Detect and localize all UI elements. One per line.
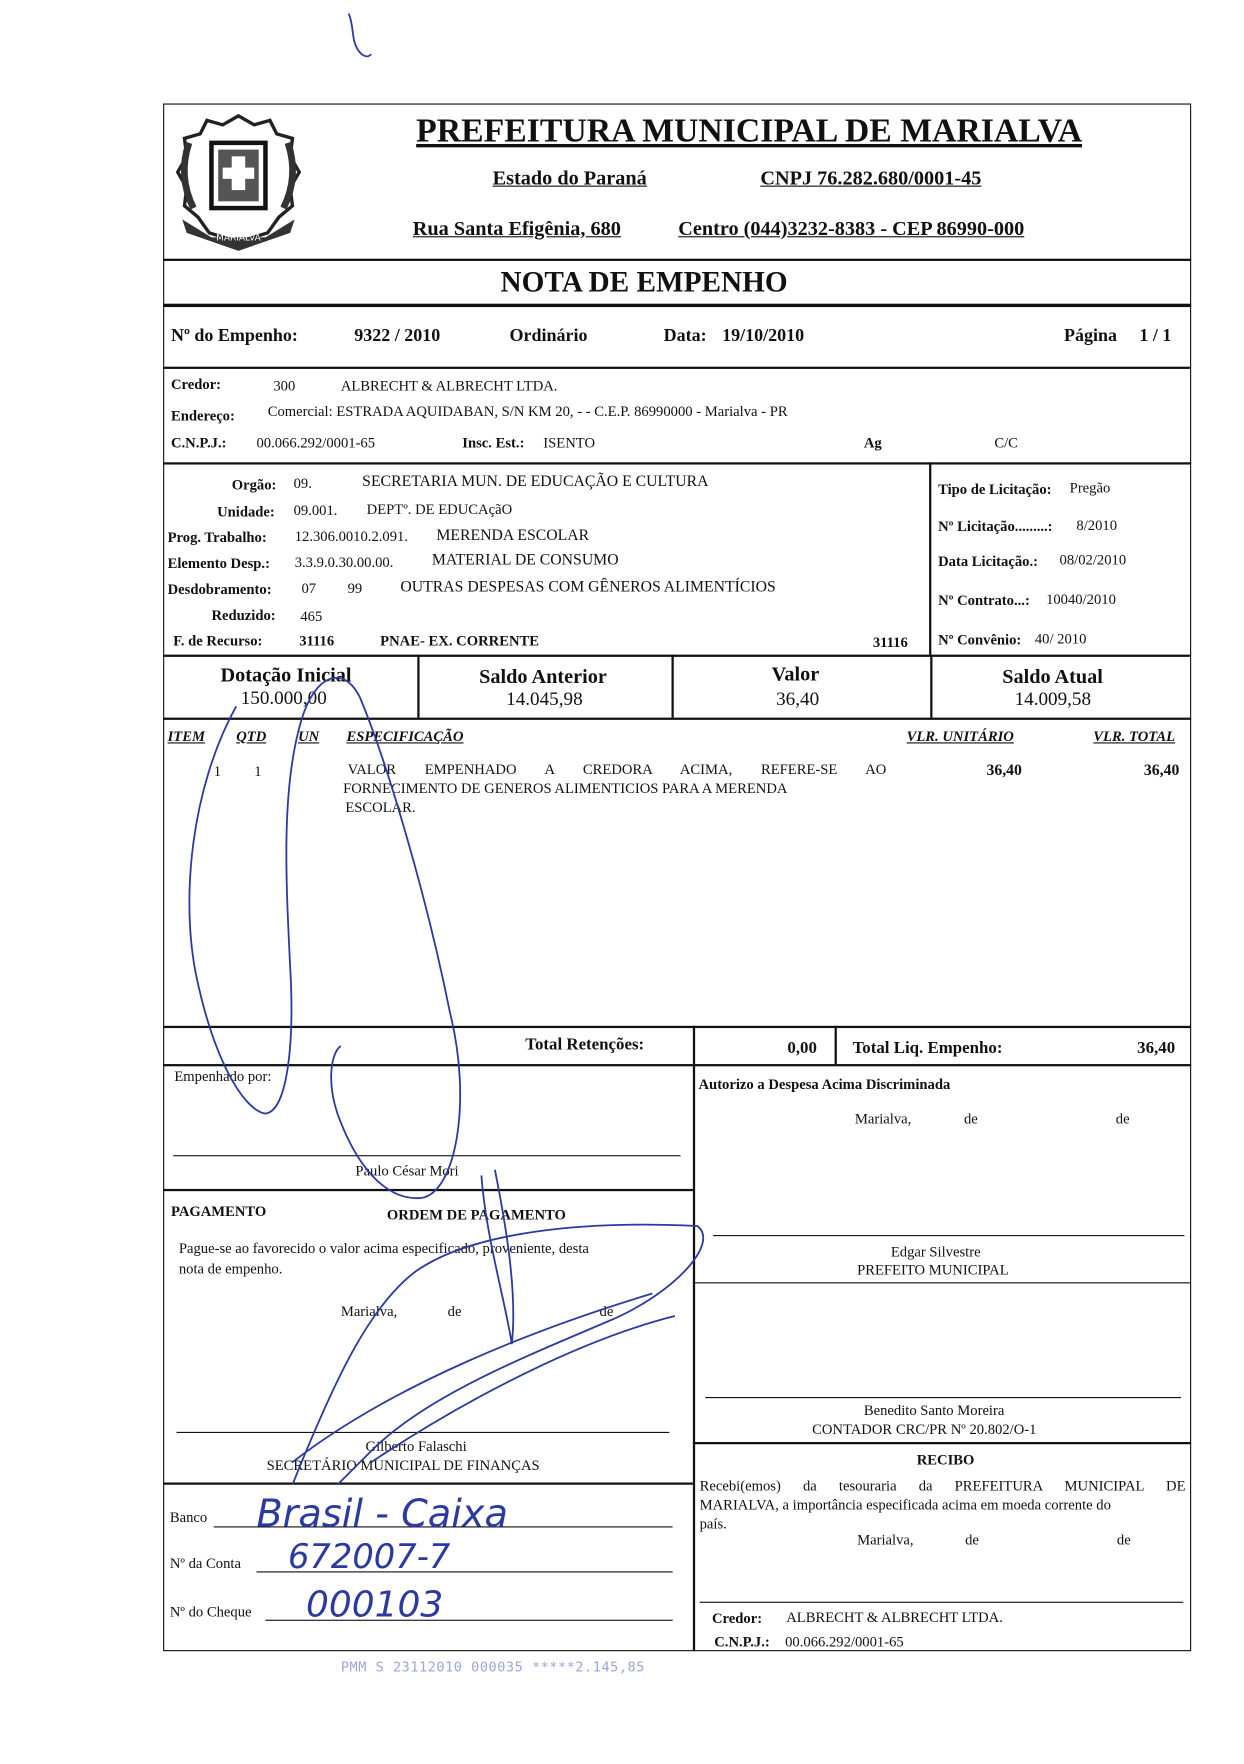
item-desc-line-1: VALOR EMPENHADO A CREDORA ACIMA, REFERE-SE AO	[347, 760, 887, 778]
credor-name: ALBRECHT & ALBRECHT LTDA.	[340, 376, 558, 394]
retencoes-value: 0,00	[787, 1039, 817, 1058]
empenho-date-label: Data:	[663, 326, 707, 346]
autorizo-label: Autorizo a Despesa Acima Discriminada	[698, 1075, 951, 1093]
elemento-label: Elemento Desp.:	[167, 554, 270, 572]
cc-label: C/C	[994, 434, 1018, 452]
empenho-number: 9322 / 2010	[354, 326, 441, 346]
tipo-licitacao-label: Tipo de Licitação:	[938, 480, 1052, 498]
pagamento-de-1: de	[447, 1302, 462, 1320]
reduzido: 465	[300, 607, 323, 625]
header-address: Rua Santa Efigênia, 680	[412, 217, 621, 240]
contador-name: Benedito Santo Moreira	[863, 1401, 1005, 1419]
doc-title: NOTA DE EMPENHO	[500, 265, 788, 299]
convenio: 40/ 2010	[1034, 629, 1087, 647]
recibo-credor: ALBRECHT & ALBRECHT LTDA.	[786, 1608, 1003, 1626]
endereco-label: Endereço:	[170, 407, 235, 425]
elemento-code: 3.3.9.0.30.00.00.	[294, 553, 394, 571]
autorizo-place: Marialva,	[854, 1110, 912, 1128]
financas-signer: Gilberto Falaschi	[365, 1437, 467, 1455]
saldo-anterior-label: Saldo Anterior	[479, 664, 607, 688]
retencoes-label: Total Retenções:	[525, 1035, 645, 1054]
header-state: Estado do Paraná	[492, 166, 647, 189]
prefeito-name: Edgar Silvestre	[890, 1242, 981, 1260]
recurso-name: PNAE- EX. CORRENTE	[380, 632, 540, 650]
orgao-name: SECRETARIA MUN. DE EDUCAÇÃO E CULTURA	[362, 473, 709, 491]
credor-cnpj: 00.066.292/0001-65	[256, 434, 376, 452]
item-desc-line-3: ESCOLAR.	[345, 798, 416, 816]
licitacao-num-label: Nº Licitação.........:	[938, 517, 1053, 535]
pagamento-text-1: Pague-se ao favorecido o valor acima especificado, proveniente, desta	[178, 1239, 589, 1257]
liq-empenho-value: 36,40	[1137, 1039, 1176, 1058]
saldo-anterior-value: 14.045,98	[506, 688, 583, 710]
ordem-pagamento-label: ORDEM DE PAGAMENTO	[386, 1205, 566, 1223]
empenhado-signer: Paulo César Mori	[355, 1161, 459, 1179]
empenho-label: Nº do Empenho:	[170, 326, 298, 346]
conta-label: Nº da Conta	[169, 1554, 241, 1572]
pagamento-place: Marialva,	[340, 1302, 398, 1320]
item-total-value: 36,40	[1143, 762, 1180, 780]
svg-text:MARIALVA: MARIALVA	[216, 233, 261, 244]
ie-label: Insc. Est.:	[462, 434, 525, 452]
desdob-b: 99	[347, 579, 363, 597]
dotacao-label: Dotação Inicial	[220, 663, 352, 687]
orgao-label: Orgão:	[231, 475, 277, 493]
header-cnpj: CNPJ 76.282.680/0001-45	[760, 166, 982, 189]
dotacao-value: 150.000,00	[240, 687, 327, 709]
prog-label: Prog. Trabalho:	[167, 528, 267, 546]
unidade-code: 09.001.	[293, 501, 338, 519]
header-title: PREFEITURA MUNICIPAL DE MARIALVA	[416, 112, 1083, 150]
autorizo-de-2: de	[1115, 1110, 1130, 1128]
saldo-atual-value: 14.009,58	[1014, 688, 1092, 710]
pagamento-de-2: de	[599, 1302, 614, 1320]
header-address-rest: Centro (044)3232-8383 - CEP 86990-000	[678, 217, 1025, 240]
valor-label: Valor	[771, 662, 820, 686]
reduzido-label: Reduzido:	[211, 606, 276, 624]
desdob-label: Desdobramento:	[167, 580, 272, 598]
cheque-label: Nº do Cheque	[169, 1602, 252, 1620]
recibo-de-1: de	[965, 1530, 979, 1548]
col-vlr-total: VLR. TOTAL	[1093, 727, 1176, 745]
empenho-date: 19/10/2010	[722, 326, 805, 346]
recibo-label: RECIBO	[916, 1450, 975, 1468]
contador-role: CONTADOR CRC/PR Nº 20.802/O-1	[812, 1420, 1037, 1438]
mechanical-stamp: PMM S 23112010 000035 *****2.145,85	[340, 1659, 645, 1675]
tipo-licitacao: Pregão	[1069, 479, 1111, 497]
cnpj-label: C.N.P.J.:	[170, 434, 227, 452]
credor-ie: ISENTO	[543, 434, 596, 452]
recibo-place: Marialva,	[857, 1530, 914, 1548]
pagamento-label: PAGAMENTO	[170, 1202, 267, 1220]
licitacao-data-label: Data Licitação.:	[938, 552, 1038, 570]
col-item: ITEM	[167, 727, 205, 745]
col-vlr-unitario: VLR. UNITÁRIO	[906, 727, 1014, 745]
page-label: Página	[1064, 326, 1118, 346]
unidade-name: DEPTº. DE EDUCAçãO	[366, 500, 513, 518]
item-desc-line-2: FORNECIMENTO DE GENEROS ALIMENTICIOS PARA A MERENDA	[343, 779, 788, 797]
empenho-type: Ordinário	[509, 326, 588, 346]
licitacao-num: 8/2010	[1076, 516, 1118, 534]
recurso-code: 31116	[299, 632, 335, 650]
cheque-handwriting: 000103	[305, 1584, 444, 1626]
prefeito-role: PREFEITO MUNICIPAL	[857, 1260, 1009, 1278]
orgao-code: 09.	[293, 474, 312, 492]
recibo-cnpj-label: C.N.P.J.:	[714, 1633, 770, 1651]
pagamento-text-2: nota de empenho.	[178, 1259, 283, 1277]
banco-label: Banco	[169, 1508, 208, 1526]
item-qtd: 1	[254, 762, 262, 780]
recurso-code-2: 31116	[872, 633, 908, 651]
banco-handwriting: Brasil - Caixa	[256, 1492, 508, 1537]
contrato-label: Nº Contrato...:	[938, 591, 1030, 609]
ag-label: Ag	[863, 434, 882, 452]
empenhado-label: Empenhado por:	[174, 1067, 272, 1085]
financas-role: SECRETÁRIO MUNICIPAL DE FINANÇAS	[266, 1456, 540, 1474]
recibo-text-1: Recebi(emos) da tesouraria da PREFEITURA MUNICIPAL DE	[699, 1476, 1186, 1494]
conta-handwriting: 672007-7	[287, 1536, 451, 1576]
page-number: 1 / 1	[1139, 326, 1172, 346]
prog-code: 12.306.0010.2.091.	[294, 527, 409, 545]
col-qtd: QTD	[236, 727, 267, 745]
item-unit-value: 36,40	[986, 762, 1022, 780]
liq-empenho-label: Total Liq. Empenho:	[852, 1039, 1003, 1058]
licitacao-data: 08/02/2010	[1059, 551, 1127, 569]
contrato: 10040/2010	[1046, 590, 1116, 608]
recurso-label: F. de Recurso:	[173, 632, 263, 650]
recibo-de-2: de	[1116, 1530, 1131, 1548]
recibo-cnpj: 00.066.292/0001-65	[785, 1633, 904, 1651]
convenio-label: Nº Convênio:	[938, 631, 1022, 648]
desdob-a: 07	[301, 579, 317, 597]
valor-value: 36,40	[776, 688, 820, 710]
col-un: UN	[298, 727, 320, 745]
elemento-name: MATERIAL DE CONSUMO	[431, 552, 619, 570]
desdob-name: OUTRAS DESPESAS COM GÊNEROS ALIMENTÍCIOS	[400, 579, 776, 597]
col-especificacao: ESPECIFICAÇÃO	[346, 727, 464, 745]
prog-name: MERENDA ESCOLAR	[436, 527, 590, 545]
saldo-atual-label: Saldo Atual	[1002, 664, 1103, 688]
credor-label: Credor:	[170, 375, 222, 393]
autorizo-de-1: de	[963, 1110, 978, 1128]
recibo-text-3: país.	[699, 1515, 727, 1532]
unidade-label: Unidade:	[217, 502, 275, 520]
recibo-text-2: MARIALVA, a importância especificada acima em moeda corrente do	[699, 1495, 1111, 1513]
item-number: 1	[213, 762, 222, 780]
recibo-credor-label: Credor:	[711, 1609, 763, 1627]
credor-code: 300	[273, 376, 296, 394]
credor-address: Comercial: ESTRADA AQUIDABAN, S/N KM 20, - - C.E.P. 86990000 - Marialva - PR	[267, 402, 788, 420]
